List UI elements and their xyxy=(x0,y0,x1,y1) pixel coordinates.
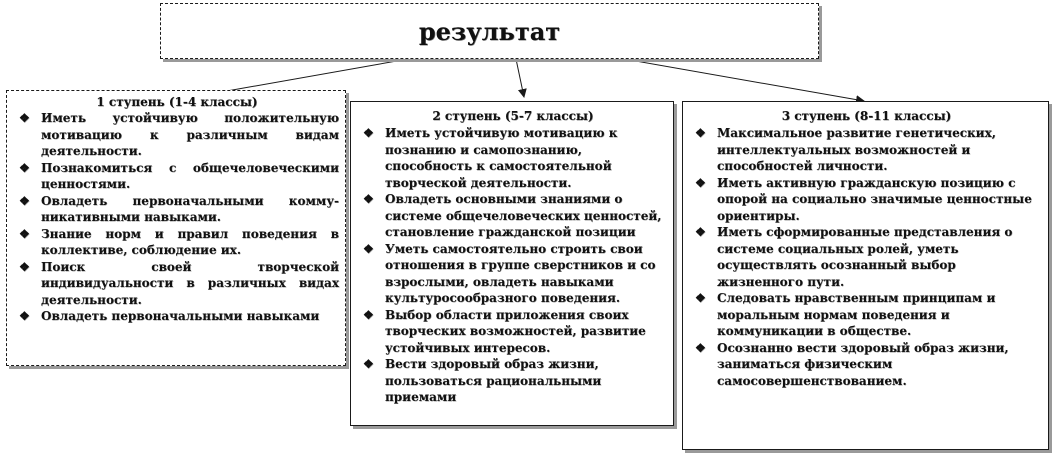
list-item: ❖ Знание норм и правил поведения в коллективе, соблюдение их. xyxy=(19,226,339,257)
diamond-bullet-icon: ❖ xyxy=(19,111,30,125)
diamond-bullet-icon: ❖ xyxy=(19,226,30,241)
diamond-bullet-icon: ❖ xyxy=(363,307,374,322)
diamond-bullet-icon: ❖ xyxy=(695,340,706,355)
result-box xyxy=(160,3,819,59)
diamond-bullet-icon: ❖ xyxy=(363,357,374,371)
stage-2-list xyxy=(359,125,667,406)
list-item: ❖ Вести здоровый образ жизни, пользоваться рациональными приемами xyxy=(363,357,602,404)
diamond-bullet-icon: ❖ xyxy=(695,291,706,305)
diamond-bullet-icon: ❖ xyxy=(363,126,374,140)
diamond-bullet-icon: ❖ xyxy=(695,175,706,190)
stage-2-title: 2 ступень (5-7 классы) xyxy=(432,109,594,123)
stage-1-box xyxy=(6,90,346,366)
list-item: ❖ Иметь устойчивую мотивацию к познанию и самопознанию, способность к самостоятельной творческой деятельности. xyxy=(363,126,618,190)
list-item: ❖ Иметь устойчивую положительную мотивацию к различным видам деятельности. xyxy=(19,111,339,158)
arrow-to-stage-2 xyxy=(516,59,524,97)
list-item: ❖ Познакомиться с общечеловеческими ценностями. xyxy=(19,160,339,191)
list-item: ❖ Овладеть первоначальными комму-никативными навыками. xyxy=(19,193,339,224)
stage-1-list xyxy=(15,110,339,325)
diamond-bullet-icon: ❖ xyxy=(363,241,374,256)
list-item: ❖ Максимальное развитие генетических, интеллектуальных возможностей и способностей личности. xyxy=(695,126,996,173)
diamond-bullet-icon: ❖ xyxy=(19,309,30,323)
list-item: ❖ Иметь активную гражданскую позицию с опорой на социально значимые ценностные ориентиры. xyxy=(695,175,1032,223)
list-item: ❖ Уметь самостоятельно строить свои отношения в группе сверстников и со взрослыми, овладеть навыками культуросообразного поведения. xyxy=(363,241,656,305)
stage-1-title: 1 ступень (1-4 классы) xyxy=(96,95,258,109)
diamond-bullet-icon: ❖ xyxy=(19,160,30,175)
stage-3-box xyxy=(682,101,1049,450)
list-item: ❖ Овладеть основными знаниями о системе общечеловеческих ценностей, становление гражданской позиции xyxy=(363,192,662,239)
diamond-bullet-icon: ❖ xyxy=(695,225,706,239)
diamond-bullet-icon: ❖ xyxy=(19,259,30,274)
list-item: ❖ Выбор области приложения своих творческих возможностей, развитие устойчивых интересов. xyxy=(363,307,646,355)
list-item: ❖ Следовать нравственным принципам и моральным нормам поведения и коммуникации в обществе. xyxy=(695,291,996,338)
result-title: результат xyxy=(418,16,561,46)
list-item: ❖ Осознанно вести здоровый образ жизни, заниматься физическим самосовершенствованием. xyxy=(695,340,1009,388)
diamond-bullet-icon: ❖ xyxy=(19,193,30,208)
arrow-to-stage-3 xyxy=(624,59,864,101)
list-item: ❖ Поиск своей творческой индивидуальности в различных видах деятельности. xyxy=(19,259,339,307)
list-item: ❖ Овладеть первоначальными навыками xyxy=(19,309,320,323)
stage-3-title: 3 ступень (8-11 классы) xyxy=(781,109,952,123)
diamond-bullet-icon: ❖ xyxy=(695,126,706,140)
list-item: ❖ Иметь сформированные представления о системе социальных ролей, уметь осуществлять осознанный выбор жизненного пути. xyxy=(695,225,1013,289)
stage-2-box xyxy=(350,101,674,426)
stage-3-list xyxy=(691,125,1042,389)
diamond-bullet-icon: ❖ xyxy=(363,192,374,206)
